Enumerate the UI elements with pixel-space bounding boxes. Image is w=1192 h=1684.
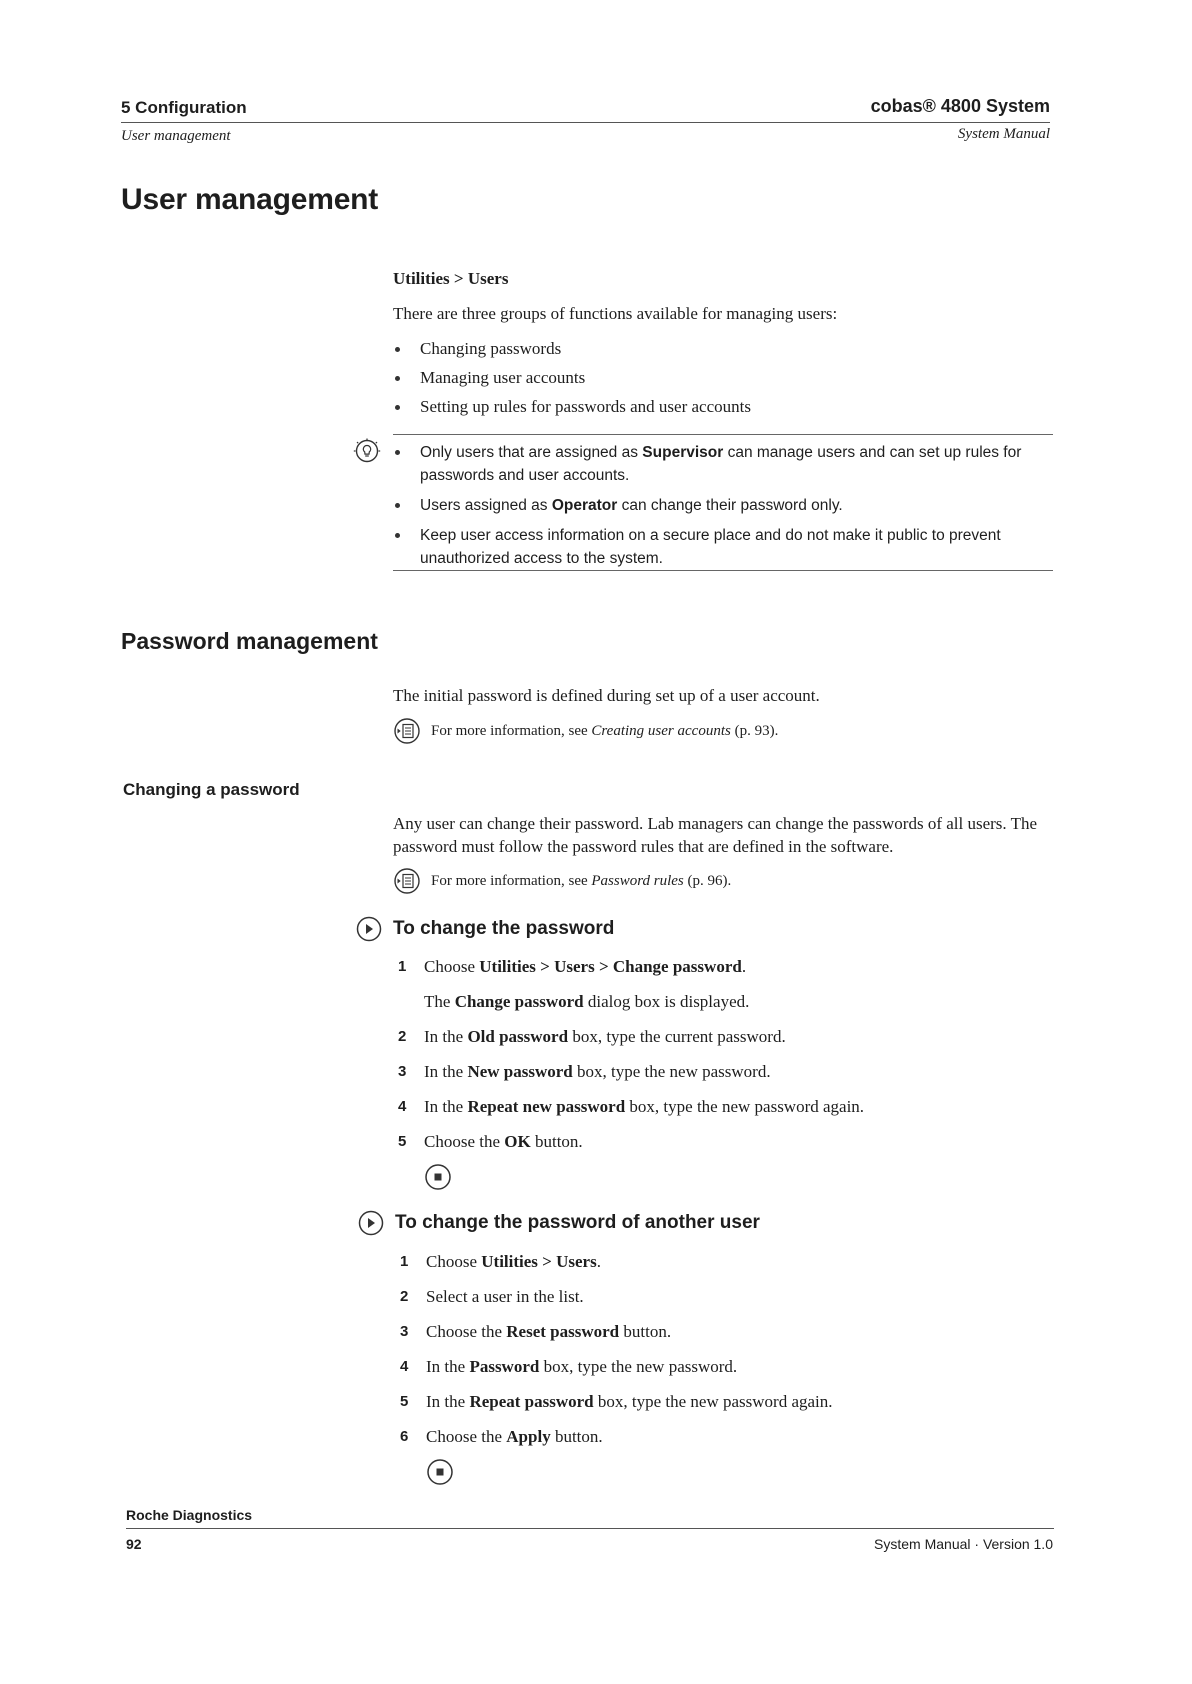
procedure-end-icon <box>424 1163 452 1191</box>
step-item: 3 In the New password box, type the new password. <box>398 1062 771 1081</box>
note-divider-top <box>393 434 1053 435</box>
section-heading-password-management: Password management <box>121 628 378 654</box>
product-name: cobas® 4800 System <box>870 96 1050 116</box>
cross-reference: For more information, see Password rules (p. 96). <box>393 867 1053 895</box>
header-divider <box>121 122 1050 123</box>
list-item: Setting up rules for passwords and user accounts <box>393 396 1053 418</box>
list-item: Changing passwords <box>393 338 1053 360</box>
menu-path: Utilities > Users <box>393 269 509 288</box>
page-number: 92 <box>126 1536 142 1552</box>
procedure-start-icon <box>356 916 382 942</box>
procedure-end-icon <box>426 1458 454 1486</box>
link-creating-user-accounts[interactable]: Creating user accounts <box>591 723 731 739</box>
step-item: 1 Choose Utilities > Users > Change password. The Change password dialog box is displayed. <box>398 957 750 1011</box>
note-divider-bottom <box>393 570 1053 571</box>
list-item: Managing user accounts <box>393 367 1053 389</box>
lightbulb-icon <box>353 437 381 465</box>
document-reference-icon <box>393 717 421 745</box>
step-item: 2 In the Old password box, type the current password. <box>398 1027 786 1046</box>
procedure-steps <box>398 1250 1038 1460</box>
step-item: 1 Choose Utilities > Users. <box>400 1252 601 1271</box>
section-subtitle: User management <box>121 128 231 144</box>
list-item: Users assigned as Operator can change their password only. <box>393 494 1053 517</box>
cross-reference: For more information, see Creating user accounts (p. 93). <box>393 717 1053 745</box>
document-reference-icon <box>393 867 421 895</box>
procedure-start-icon <box>358 1210 384 1236</box>
intro-text: There are three groups of functions available for managing users: <box>393 304 838 323</box>
manual-subtitle: System Manual <box>957 126 1050 142</box>
changing-password-text: Any user can change their password. Lab managers can change the passwords of all users. The password must follow the password rules that are defined in the software. <box>393 814 1038 856</box>
procedure-steps <box>396 955 1036 1165</box>
step-item: 4 In the Repeat new password box, type the new password again. <box>398 1097 865 1116</box>
step-item: 6 Choose the Apply button. <box>400 1427 603 1446</box>
page-title: User management <box>121 183 379 216</box>
step-item: 2 Select a user in the list. <box>400 1287 584 1306</box>
subsection-heading-changing-password: Changing a password <box>123 780 300 799</box>
footer-divider <box>126 1528 1054 1529</box>
note-list <box>393 441 1053 577</box>
list-item: Keep user access information on a secure place and do not make it public to prevent unauthorized access to the system. <box>393 524 1053 570</box>
procedure-title-change-password: To change the password <box>356 916 614 942</box>
step-item: 3 Choose the Reset password button. <box>400 1322 672 1341</box>
step-item: 5 In the Repeat password box, type the new password again. <box>400 1392 833 1411</box>
company-name: Roche Diagnostics <box>126 1507 253 1523</box>
step-item: 4 In the Password box, type the new password. <box>400 1357 738 1376</box>
procedure-title-change-other-user-password: To change the password of another user <box>358 1210 760 1236</box>
link-password-rules[interactable]: Password rules <box>591 873 684 889</box>
list-item: Only users that are assigned as Supervisor can manage users and can set up rules for passwords and user accounts. <box>393 441 1053 487</box>
chapter-title: 5 Configuration <box>121 98 247 117</box>
function-list <box>393 338 1053 425</box>
password-intro: The initial password is defined during set up of a user account. <box>393 686 820 705</box>
manual-version: System Manual · Version 1.0 <box>874 1536 1053 1552</box>
step-item: 5 Choose the OK button. <box>398 1132 583 1151</box>
